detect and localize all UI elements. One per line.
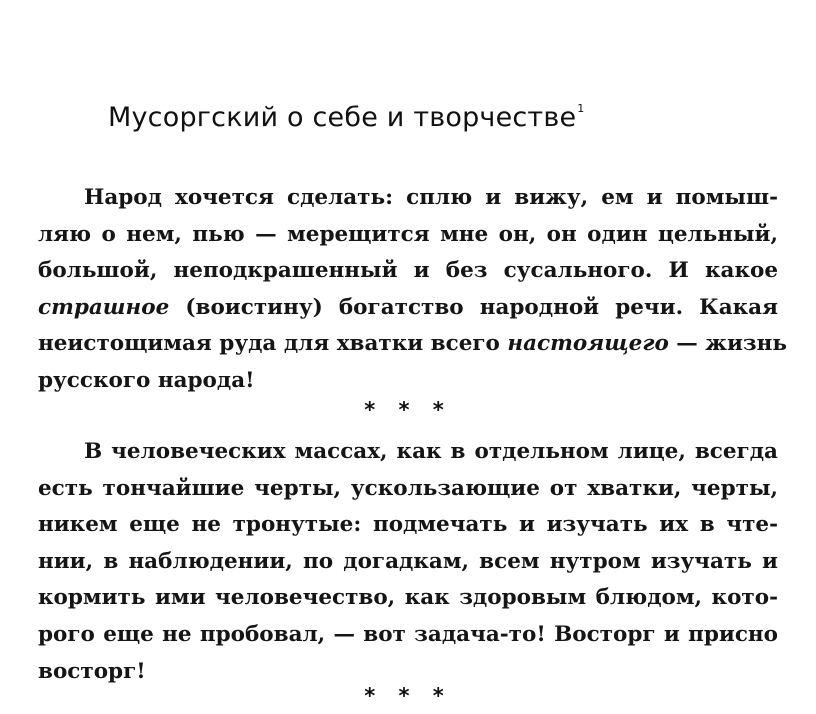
- text-run: рого еще не пробовал, — вот задача-то! Восторг и присно: [38, 621, 778, 647]
- text-run: русского народа!: [38, 367, 255, 393]
- text-line: [38, 326, 787, 363]
- text-line: [38, 507, 778, 544]
- text-line: [38, 617, 778, 654]
- text-line: [38, 544, 778, 581]
- chapter-title: [108, 102, 585, 133]
- text-run: Народ хочется сделать: сплю и вижу, ем и помыш-: [84, 185, 778, 210]
- text-line: [38, 217, 778, 254]
- text-run: нии, в наблюдении, по догадкам, всем нутром изучать и: [38, 548, 778, 574]
- text-run: восторг!: [38, 658, 146, 684]
- text-line: [38, 253, 778, 290]
- text-run: кормить ими человечество, как здоровым блюдом, кото-: [38, 585, 778, 611]
- text-run: есть тончайшие черты, ускользающие от хватки, черты,: [38, 475, 778, 501]
- text-run: (воистину) богатство народной речи. Какая: [169, 294, 778, 320]
- text-line: [38, 580, 778, 617]
- section-separator-2: * * *: [364, 684, 452, 708]
- paragraph-1: [38, 180, 787, 400]
- text-run: большой, неподкрашенный и без сусального. И какое: [38, 258, 778, 284]
- italic-text: настоящего: [507, 331, 669, 357]
- text-line: [38, 363, 778, 400]
- text-line: [38, 434, 778, 471]
- text-run: — жизнь: [668, 331, 787, 357]
- chapter-title-text: Мусоргский о себе и творчестве: [108, 102, 577, 133]
- text-line: [38, 180, 778, 217]
- text-run: неистощимая руда для хватки всего: [38, 331, 508, 357]
- section-separator-1: * * *: [364, 398, 452, 422]
- text-run: ляю о нем, пью — мерещится мне он, он один цельный,: [38, 221, 778, 247]
- footnote-marker: 1: [577, 102, 585, 115]
- text-line: [38, 290, 778, 327]
- text-line: [38, 471, 778, 508]
- italic-text: страшное: [38, 294, 170, 320]
- text-run: В человеческих массах, как в отдельном лице, всегда: [84, 439, 778, 464]
- text-run: никем еще не тронутые: подмечать и изучать их в чте-: [38, 512, 778, 538]
- paragraph-2: [38, 434, 778, 690]
